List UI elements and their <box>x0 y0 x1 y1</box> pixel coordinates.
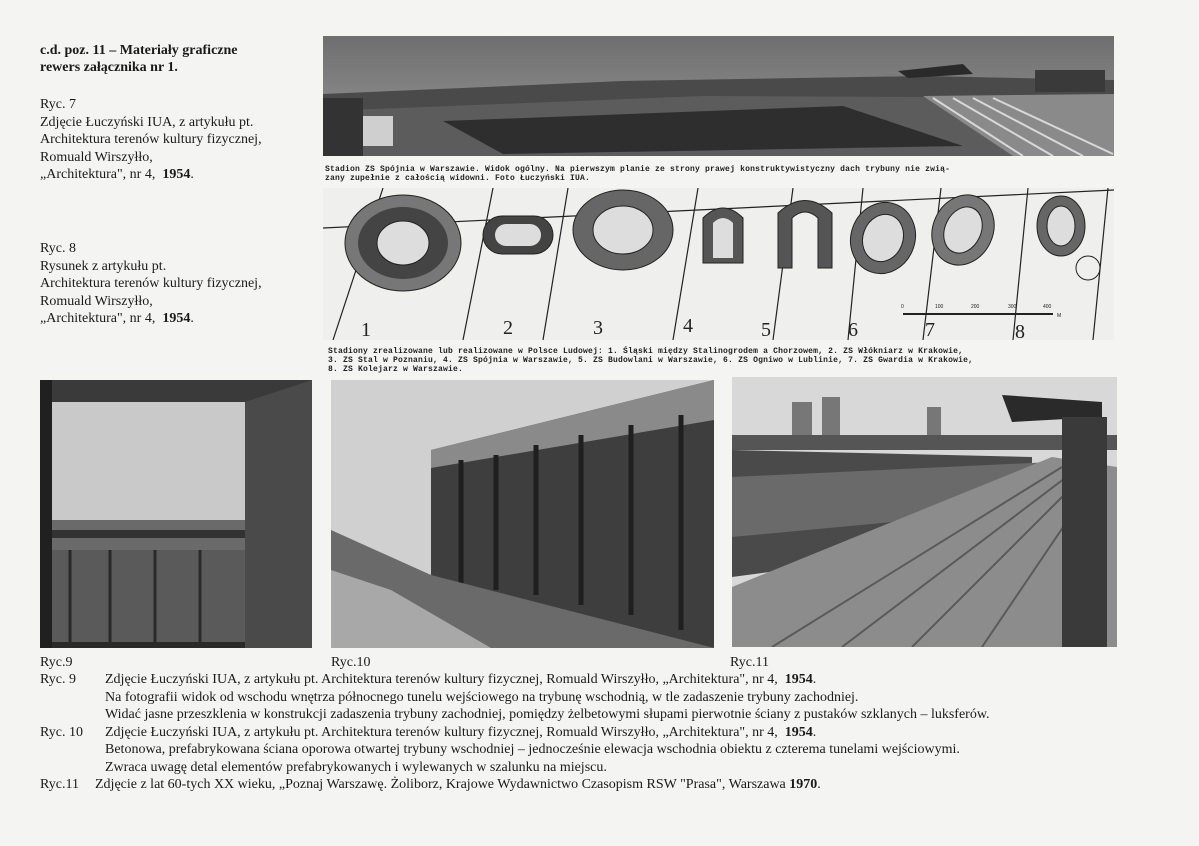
ryc8-figure-caption-line-1: Stadiony zrealizowane lub realizowane w Polsce Ludowej: 1. Śląski między Stalinogrodem a Chorzowem, 2. ZS Włókniarz w Krakowie, <box>328 347 964 356</box>
ryc8-journal-line: „Architektura", nr 4, 1954. <box>40 311 194 326</box>
ryc7-journal-line: „Architektura", nr 4, 1954. <box>40 167 194 182</box>
plan-number-8: 8 <box>1015 321 1025 340</box>
ryc11-photo-label: Ryc.11 <box>730 655 769 670</box>
caption-ryc9-line-1 <box>40 671 1170 689</box>
ryc8-journal: „Architektura", nr 4, <box>40 311 156 326</box>
ryc8-figure-caption-line-3: 8. ZS Kolejarz w Warszawie. <box>328 365 464 374</box>
caption-ryc10-label: Ryc. 10 <box>40 724 83 740</box>
plan-4 <box>703 208 743 263</box>
header-line-2: rewers załącznika nr 1. <box>40 60 178 75</box>
ryc8-year: 1954 <box>162 311 191 326</box>
plan-5 <box>778 201 832 269</box>
plan-number-2: 2 <box>503 317 513 339</box>
caption-ryc11-label: Ryc.11 <box>40 777 79 792</box>
caption-ryc9-end: . <box>812 672 817 687</box>
scale-label-0: 0 <box>901 304 904 310</box>
ryc9-photo-label: Ryc.9 <box>40 655 73 670</box>
ryc8-figure-caption-line-2: 3. ZS Stal w Poznaniu, 4. ZS Spójnia w Warszawie, 5. ZS Budowlani w Warszawie, 6. ZS Ogniwo w Lublinie, 7. ZS Gwardia w Krakowie, <box>328 356 974 365</box>
ryc8-figure-caption <box>328 347 1108 374</box>
ryc8-stadium-plans-drawing <box>323 188 1114 340</box>
scale-bar <box>901 304 1061 319</box>
ryc11-stadium-stands-photo <box>732 377 1117 647</box>
plan-6 <box>841 193 926 283</box>
caption-ryc10-line-2: Betonowa, prefabrykowana ściana oporowa otwartej trybuny wschodniej – jednocześnie elewacja wschodnia obiektu z czterema tunelami wejściowymi. <box>105 742 960 757</box>
caption-ryc9-text: Zdjęcie Łuczyński IUA, z artykułu pt. Architektura terenów kultury fizycznej, Romuald Wirszyłło, „Architektura", nr 4, <box>105 672 778 687</box>
plan-3 <box>573 190 673 270</box>
caption-ryc9-line-3: Widać jasne przeszklenia w konstrukcji zadaszenia trybuny zachodniej, pomiędzy żelbetowymi słupami pierwotnie ściany z pustaków szklanych – luksferów. <box>105 707 990 722</box>
caption-ryc9-year: 1954 <box>784 672 813 687</box>
caption-ryc11-line-1 <box>40 776 1170 794</box>
caption-ryc9-text-wrap <box>105 671 816 689</box>
caption-ryc9-label: Ryc. 9 <box>40 672 76 687</box>
plan-number-5: 5 <box>761 319 771 340</box>
plan-number-1: 1 <box>361 319 371 340</box>
ryc7-figure-caption-line-2: zany zupełnie z całością widowni. Foto Łuczyński IUA. <box>325 174 591 183</box>
caption-ryc11-text-wrap <box>95 776 821 794</box>
plan-number-4: 4 <box>683 315 693 337</box>
ryc10-photo-label: Ryc.10 <box>331 655 371 670</box>
ryc7-year: 1954 <box>162 167 191 182</box>
ryc7-line-1: Zdjęcie Łuczyński IUA, z artykułu pt. <box>40 114 254 130</box>
plan-number-6: 6 <box>848 319 858 340</box>
plan-number-7: 7 <box>925 319 935 340</box>
ryc8-line-3: Romuald Wirszyłło, <box>40 293 153 309</box>
caption-ryc10-end: . <box>812 724 817 740</box>
ryc8-line-2: Architektura terenów kultury fizycznej, <box>40 276 262 291</box>
caption-ryc10-line-3: Zwraca uwagę detal elementów prefabrykowanych i wylewanych w szalunku na miejscu. <box>105 759 607 775</box>
caption-ryc11-text: Zdjęcie z lat 60-tych XX wieku, „Poznaj Warszawę. Żoliborz, Krajowe Wydawnictwo Czasopism RSW "Prasa", Warszawa <box>95 777 786 792</box>
bottom-captions <box>40 671 1170 794</box>
caption-ryc10-year: 1954 <box>784 724 813 740</box>
scale-label-400: 400 <box>1043 304 1052 310</box>
ryc7-label: Ryc. 7 <box>40 97 76 112</box>
caption-ryc10-text-wrap <box>105 724 816 742</box>
caption-ryc11-end: . <box>817 777 821 792</box>
ryc7-figure-caption <box>325 165 1105 183</box>
scale-label-300: 300 <box>1008 304 1017 310</box>
ryc8-line-1: Rysunek z artykułu pt. <box>40 258 167 274</box>
ryc7-journal: „Architektura", nr 4, <box>40 167 156 182</box>
plan-number-3: 3 <box>593 317 603 339</box>
caption-ryc10-text: Zdjęcie Łuczyński IUA, z artykułu pt. Architektura terenów kultury fizycznej, Romuald Wirszyłło, „Architektura", nr 4, <box>105 724 778 740</box>
page-header <box>40 42 238 76</box>
caption-ryc11-year: 1970 <box>789 777 818 792</box>
plan-1 <box>345 195 461 291</box>
plan-7 <box>921 188 1006 275</box>
scale-label-200: 200 <box>971 304 980 310</box>
plan-8 <box>1037 196 1100 280</box>
ryc7-stadium-panorama-photo <box>323 36 1114 156</box>
caption-ryc10-line-1 <box>40 724 1170 742</box>
ryc9-tunnel-photo <box>40 380 312 648</box>
scale-label-unit: M <box>1057 313 1062 319</box>
ryc7-line-2: Architektura terenów kultury fizycznej, <box>40 132 262 147</box>
ryc7-description <box>40 96 262 184</box>
plan-2 <box>483 216 553 254</box>
ryc7-figure-caption-line-1: Stadion ZS Spójnia w Warszawie. Widok ogólny. Na pierwszym planie ze strony prawej konstruktywistyczny dach trybuny nie zwią- <box>325 165 951 174</box>
ryc10-retaining-wall-photo <box>331 380 714 648</box>
ryc8-description <box>40 240 262 328</box>
ryc8-label: Ryc. 8 <box>40 241 76 256</box>
caption-ryc9-line-2: Na fotografii widok od wschodu wnętrza północnego tunelu wejściowego na trybunę wschodnią, w tle zadaszenie trybuny zachodniej. <box>105 689 859 705</box>
header-line-1: c.d. poz. 11 – Materiały graficzne <box>40 43 238 58</box>
scale-label-100: 100 <box>935 304 944 310</box>
ryc7-line-3: Romuald Wirszyłło, <box>40 149 153 165</box>
